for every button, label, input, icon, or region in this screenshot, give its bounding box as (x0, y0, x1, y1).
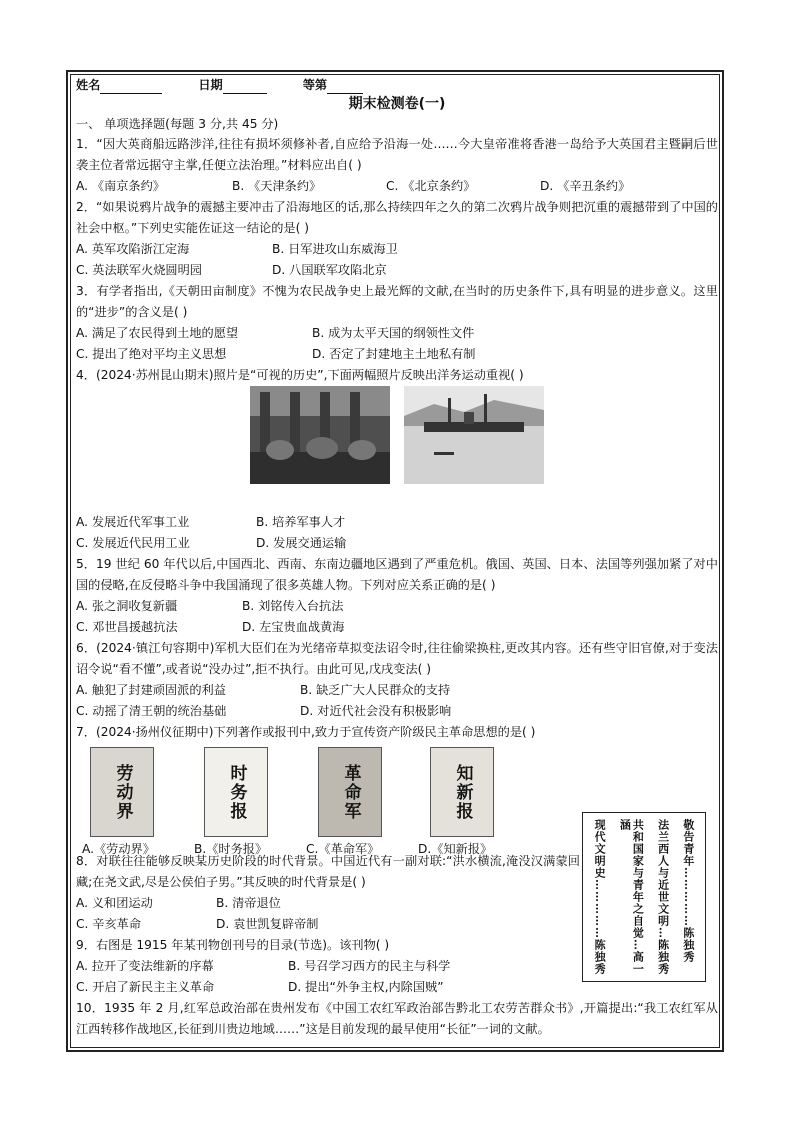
name-field[interactable]: 姓名 (76, 76, 162, 94)
option-c[interactable]: C. 英法联军火烧圆明园 (76, 263, 202, 277)
factory-photo (250, 386, 390, 484)
page-title: 期末检测卷(一) (348, 96, 446, 112)
option-c[interactable]: C. 动摇了清王朝的统治基础 (76, 704, 227, 718)
question-9: 9．右图是 1915 年某刊物创刊号的目录(节选)。该刊物( ) (76, 938, 390, 952)
option-b[interactable]: B. 缺乏广大人民群众的支持 (300, 683, 451, 697)
option-c[interactable]: C.《革命军》 (306, 842, 380, 856)
option-d[interactable]: D. 《辛丑条约》 (540, 179, 631, 193)
toc-entry-3: 共和国家与青年之自觉…高一涵 (618, 819, 645, 975)
newspaper-gemingjun: 革命军 (318, 747, 382, 837)
option-c[interactable]: C. 提出了绝对平均主义思想 (76, 347, 227, 361)
magazine-table-of-contents (582, 812, 706, 982)
question-8-options-2 (76, 914, 580, 935)
question-3-options-2 (76, 344, 718, 365)
option-a[interactable]: A. 张之洞收复新疆 (76, 599, 178, 613)
option-c[interactable]: C. 辛亥革命 (76, 917, 142, 931)
question-4-options (76, 512, 718, 533)
option-a[interactable]: A.《劳动界》 (82, 842, 155, 856)
newspaper-laodongjie: 劳动界 (90, 747, 154, 837)
date-field[interactable]: 日期 (198, 76, 266, 94)
option-a[interactable]: A. 满足了农民得到土地的愿望 (76, 326, 239, 340)
question-3-options (76, 323, 718, 344)
option-b[interactable]: B. 成为太平天国的纲领性文件 (312, 326, 475, 340)
question-1-options (76, 176, 718, 197)
question-1: 1．“因大英商船远路涉洋,往往有损坏须修补者,自应给予沿海一处……今大皇帝准将香港一岛给予大英国君主暨嗣后世袭主位者常远据守主掌,任便立法治理。”材料应出自( ) (76, 137, 718, 172)
option-c[interactable]: C. 开启了新民主主义革命 (76, 980, 215, 994)
option-d[interactable]: D. 八国联军攻陷北京 (272, 263, 387, 277)
question-2-options (76, 239, 718, 260)
ship-image (404, 386, 544, 484)
option-b[interactable]: B. 号召学习西方的民主与科学 (288, 959, 451, 973)
newspaper-shiwubao: 时务报 (204, 747, 268, 837)
option-d[interactable]: D. 否定了封建地主土地私有制 (312, 347, 476, 361)
option-b[interactable]: B. 《天津条约》 (232, 179, 322, 193)
question-6: 6．(2024·镇江句容期中)军机大臣们在为光绪帝草拟变法诏令时,往往偷梁换柱,更改其内容。还有些守旧官僚,对于变法诏令说“看不懂”,或者说“没办过”,拒不执行。由此可见,戊戌变法( ) (76, 641, 718, 676)
option-b[interactable]: B. 刘铭传入台抗法 (242, 599, 344, 613)
option-d[interactable]: D. 对近代社会没有积极影响 (300, 704, 452, 718)
option-c[interactable]: C. 《北京条约》 (386, 179, 476, 193)
question-10: 10．1935 年 2 月,红军总政治部在贵州发布《中国工农红军政治部告黔北工农劳苦群众书》,开篇提出:“我工农红军从江西转移作战地区,长征到川贵边地域……”这是目前发现的最早使用“长征”一词的文献。 (76, 1001, 718, 1036)
option-a[interactable]: A. 拉开了变法维新的序幕 (76, 959, 214, 973)
option-d[interactable]: D.《知新报》 (418, 842, 493, 856)
question-4-photos (76, 386, 718, 512)
option-d[interactable]: D. 提出“外争主权,内除国贼” (288, 980, 444, 994)
toc-entry-1: 敬告青年……………陈独秀 (681, 819, 695, 963)
option-a[interactable]: A. 触犯了封建顽固派的利益 (76, 683, 226, 697)
toc-entry-2: 法兰西人与近世文明…陈独秀 (656, 819, 670, 975)
question-2-options-2 (76, 260, 718, 281)
student-info (76, 76, 718, 94)
question-2: 2．“如果说鸦片战争的震撼主要冲击了沿海地区的话,那么持续四年之久的第二次鸦片战争则把沉重的震撼带到了中国的社会中枢。”下列史实能佐证这一结论的是( ) (76, 200, 718, 235)
option-b[interactable]: B.《时务报》 (194, 842, 268, 856)
option-a[interactable]: A. 英军攻陷浙江定海 (76, 242, 190, 256)
question-9-options (76, 956, 580, 977)
question-5: 5．19 世纪 60 年代以后,中国西北、西南、东南边疆地区遇到了严重危机。俄国、英国、日本、法国等列强加紧了对中国的侵略,在反侵略斗争中我国涌现了很多英雄人物。下列对应关系正确的是( ) (76, 557, 718, 592)
question-8: 8．对联往往能够反映某历史阶段的时代背景。中国近代有一副对联:“洪水横流,淹没汉满蒙回藏;在尧文武,尽是公侯伯子男。”其反映的时代背景是( ) (76, 854, 580, 889)
option-b[interactable]: B. 培养军事人才 (256, 515, 346, 529)
ship-photo (404, 386, 544, 484)
question-6-options-2 (76, 701, 718, 722)
question-4: 4．(2024·苏州昆山期末)照片是“可视的历史”,下面两幅照片反映出洋务运动重视( ) (76, 368, 524, 382)
section-heading: 一、 单项选择题(每题 3 分,共 45 分) (76, 117, 279, 131)
question-4-options-2 (76, 533, 718, 554)
option-d[interactable]: D. 袁世凯复辟帝制 (216, 917, 319, 931)
option-b[interactable]: B. 日军进攻山东威海卫 (272, 242, 398, 256)
option-c[interactable]: C. 邓世昌援越抗法 (76, 620, 178, 634)
question-3: 3．有学者指出,《天朝田亩制度》不愧为农民战争史上最光辉的文献,在当时的历史条件下,具有明显的进步意义。这里的“进步”的含义是( ) (76, 284, 718, 319)
question-9-options-2 (76, 977, 580, 998)
grade-field[interactable]: 等第 (303, 76, 363, 94)
option-c[interactable]: C. 发展近代民用工业 (76, 536, 190, 550)
option-a[interactable]: A. 发展近代军事工业 (76, 515, 190, 529)
option-d[interactable]: D. 左宝贵血战黄海 (242, 620, 345, 634)
toc-entry-4: 现代文明史……………陈独秀 (593, 819, 607, 975)
option-b[interactable]: B. 清帝退位 (216, 896, 281, 910)
question-6-options (76, 680, 718, 701)
question-8-block (76, 851, 580, 998)
question-5-options-2 (76, 617, 718, 638)
newspaper-zhixinbao: 知新报 (430, 747, 494, 837)
question-7: 7．(2024·扬州仪征期中)下列著作或报刊中,致力于宣传资产阶级民主革命思想的是( ) (76, 725, 536, 739)
option-a[interactable]: A. 义和团运动 (76, 896, 153, 910)
factory-image (250, 386, 390, 484)
option-d[interactable]: D. 发展交通运输 (256, 536, 347, 550)
option-a[interactable]: A. 《南京条约》 (76, 179, 165, 193)
question-8-options (76, 893, 580, 914)
question-5-options (76, 596, 718, 617)
